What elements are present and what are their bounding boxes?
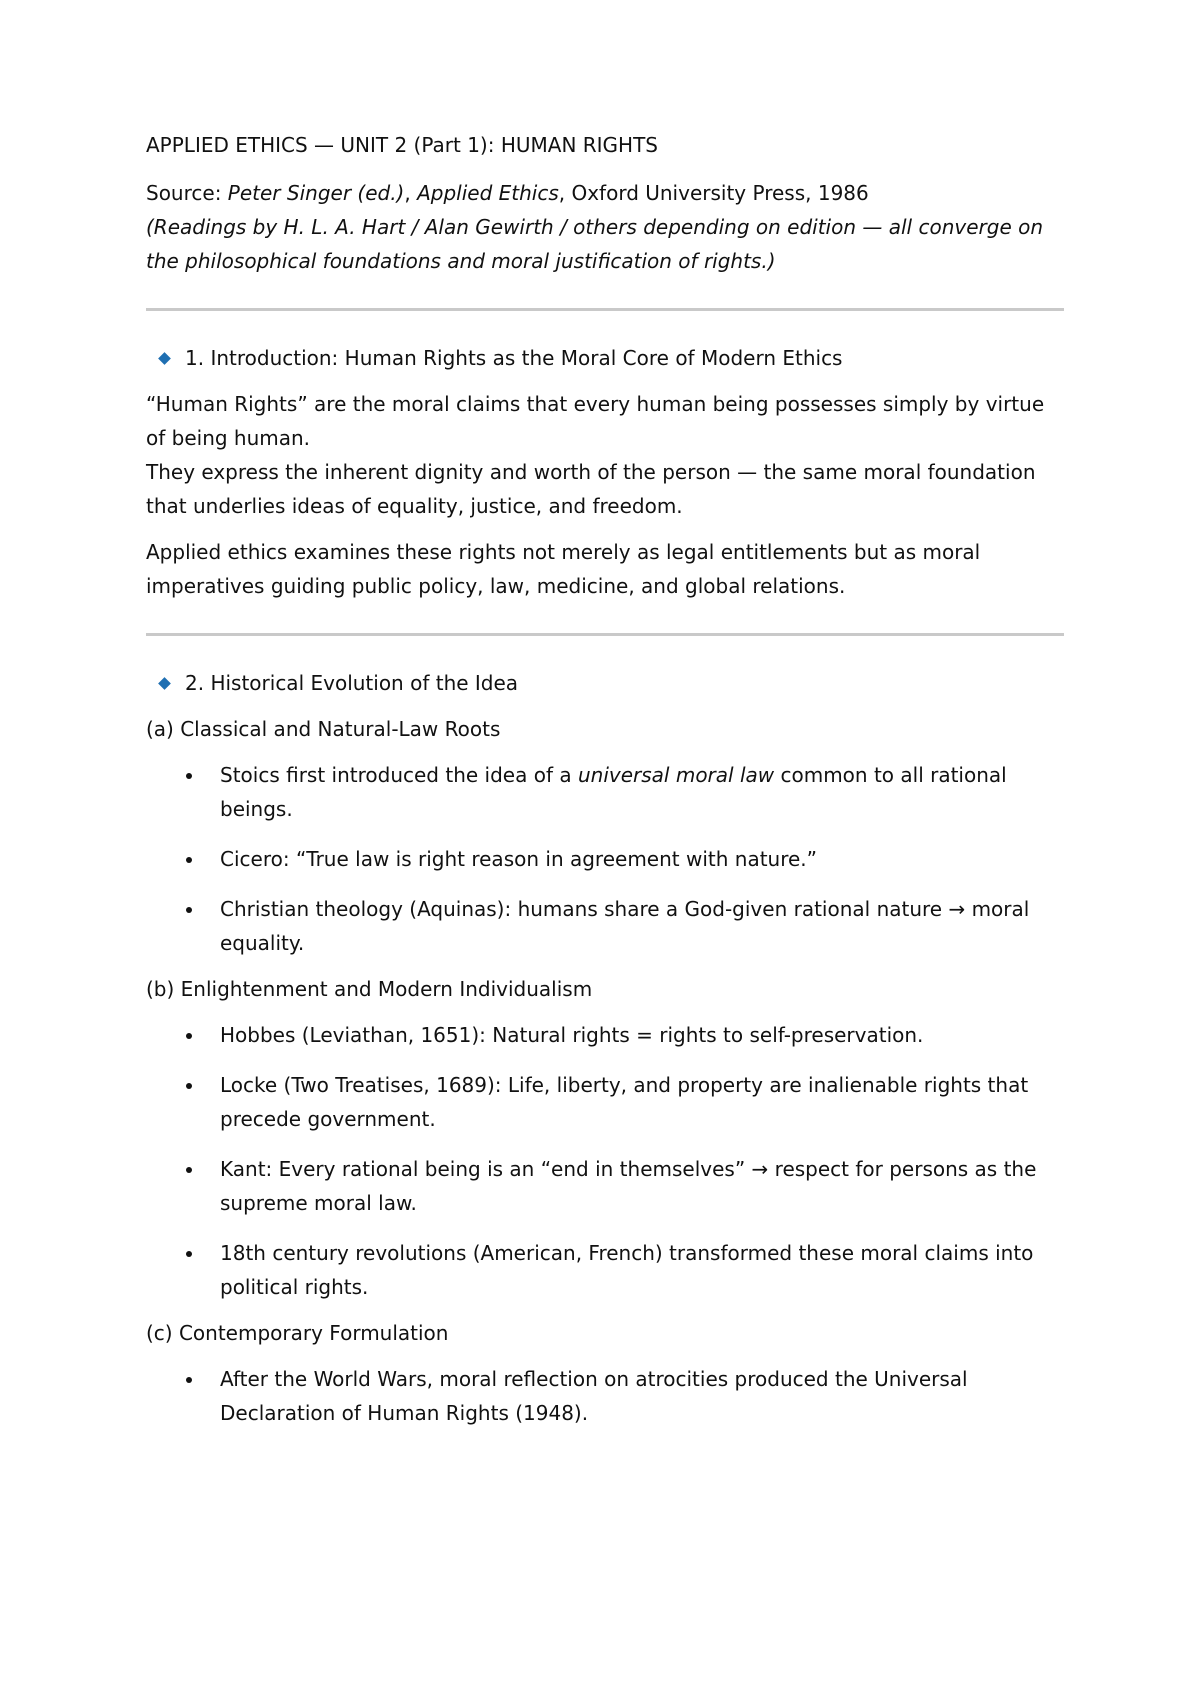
list-item-text: Cicero: “True law is right reason in agreement with nature.”: [220, 847, 818, 871]
bullet-dot-icon: [186, 1167, 192, 1173]
source-book-title: Applied Ethics: [417, 181, 559, 205]
list-item-text: Christian theology (Aquinas): humans share a God-given rational nature → moral equality.: [220, 897, 1030, 955]
diamond-bullet-icon: [158, 352, 171, 365]
list-item: [146, 892, 1064, 960]
bullet-dot-icon: [186, 857, 192, 863]
source-note: [146, 210, 1064, 278]
section-1-p1-line-b: They express the inherent dignity and worth of the person — the same moral foundation that underlies ideas of equality, justice, and freedom.: [146, 460, 1036, 518]
list-item-text-post: common to all rational beings.: [220, 763, 1007, 821]
subsection-a-list: [146, 758, 1064, 960]
list-item: [146, 1236, 1064, 1304]
divider-1: [146, 308, 1064, 311]
bullet-dot-icon: [186, 1377, 192, 1383]
bullet-dot-icon: [186, 773, 192, 779]
diamond-bullet-icon: [158, 677, 171, 690]
source-note-text: (Readings by H. L. A. Hart / Alan Gewirth / others depending on edition — all converge on the philosophical foundations and moral justification of rights.): [146, 215, 1044, 273]
section-2-heading: [146, 666, 1064, 700]
bullet-dot-icon: [186, 1083, 192, 1089]
list-item: [146, 1068, 1064, 1136]
bullet-dot-icon: [186, 1033, 192, 1039]
list-item: [146, 1362, 1064, 1430]
list-item: [146, 842, 1064, 876]
section-2-title: 2. Historical Evolution of the Idea: [185, 671, 519, 695]
bullet-dot-icon: [186, 907, 192, 913]
list-item: [146, 1152, 1064, 1220]
source-separator: ,: [404, 181, 418, 205]
document-title: APPLIED ETHICS — UNIT 2 (Part 1): HUMAN RIGHTS: [146, 133, 659, 157]
subsection-b-list: [146, 1018, 1064, 1304]
section-1-title: 1. Introduction: Human Rights as the Moral Core of Modern Ethics: [185, 346, 843, 370]
bullet-dot-icon: [186, 1251, 192, 1257]
list-item: [146, 758, 1064, 826]
list-item-text-emphasis: universal moral law: [577, 763, 775, 787]
list-item-text: Kant: Every rational being is an “end in themselves” → respect for persons as the supreme moral law.: [220, 1157, 1037, 1215]
source-publisher: , Oxford University Press, 1986: [558, 181, 869, 205]
list-item-text: Locke (Two Treatises, 1689): Life, liberty, and property are inalienable rights that precede government.: [220, 1073, 1029, 1131]
section-1-p1-line-a: “Human Rights” are the moral claims that every human being possesses simply by virtue of being human.: [146, 392, 1045, 450]
list-item-text-pre: Stoics first introduced the idea of a: [220, 763, 578, 787]
document-page: [146, 128, 1064, 1442]
subsection-c-heading: (c) Contemporary Formulation: [146, 1321, 449, 1345]
subsection-a-heading: (a) Classical and Natural-Law Roots: [146, 717, 501, 741]
subsection-c-list: [146, 1362, 1064, 1430]
list-item-text: Hobbes (Leviathan, 1651): Natural rights = rights to self-preservation.: [220, 1023, 924, 1047]
source-citation: [146, 176, 1064, 210]
source-editor: Peter Singer (ed.): [227, 181, 405, 205]
list-item-text: After the World Wars, moral reflection on atrocities produced the Universal Declaration of Human Rights (1948).: [220, 1367, 968, 1425]
divider-2: [146, 633, 1064, 636]
list-item: [146, 1018, 1064, 1052]
section-1-heading: [146, 341, 1064, 375]
list-item-text: 18th century revolutions (American, French) transformed these moral claims into political rights.: [220, 1241, 1034, 1299]
section-1-paragraph-1b: [146, 455, 1064, 523]
source-label: Source:: [146, 181, 228, 205]
section-1-paragraph-1: [146, 387, 1064, 455]
subsection-b-heading: (b) Enlightenment and Modern Individualism: [146, 977, 593, 1001]
section-1-paragraph-2: Applied ethics examines these rights not merely as legal entitlements but as moral imperatives guiding public policy, law, medicine, and global relations.: [146, 540, 981, 598]
